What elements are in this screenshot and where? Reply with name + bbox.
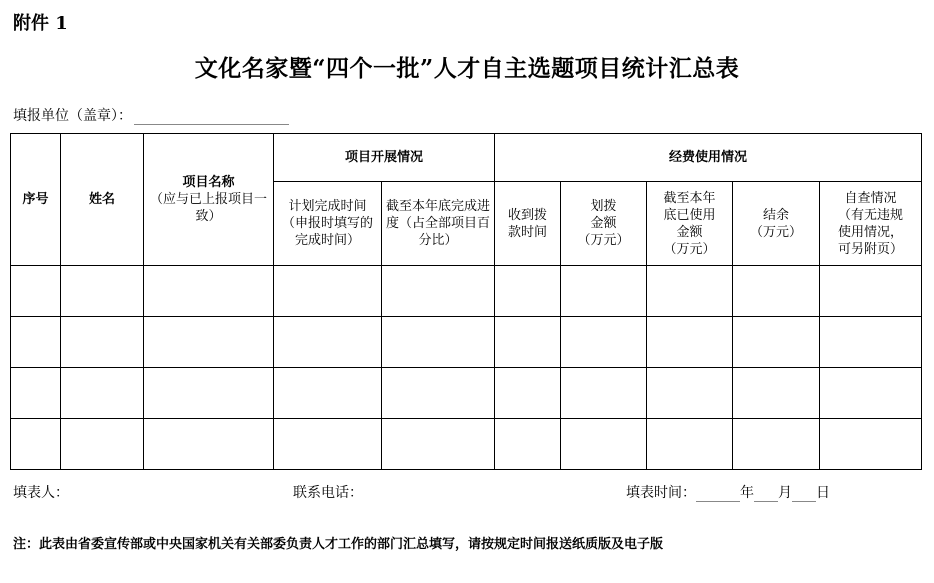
table-cell[interactable] [144,266,274,317]
month-label: 月 [778,485,792,501]
header-self-check: 自查情况 （有无违规 使用情况， 可另附页） [820,182,922,266]
table-cell[interactable] [820,368,922,419]
table-cell[interactable] [382,419,495,470]
header-planned-time: 计划完成时间（申报时填写的完成时间） [274,182,382,266]
table-cell[interactable] [274,419,382,470]
table-cell[interactable] [647,266,733,317]
table-cell[interactable] [61,266,144,317]
table-cell[interactable] [820,266,922,317]
table-cell[interactable] [382,266,495,317]
table-cell[interactable] [11,419,61,470]
table-row [11,266,922,317]
table-cell[interactable] [561,368,647,419]
table-row [11,419,922,470]
page-title: 文化名家暨“四个一批”人才自主选题项目统计汇总表 [194,55,740,82]
table-cell[interactable] [61,317,144,368]
reporting-unit-field[interactable] [134,110,289,125]
header-group-progress: 项目开展情况 [274,134,495,182]
year-blank[interactable] [696,487,740,502]
table-cell[interactable] [647,368,733,419]
table-cell[interactable] [382,368,495,419]
table-cell[interactable] [11,368,61,419]
header-allocated-amount: 划拨 金额 （万元） [561,182,647,266]
day-blank[interactable] [792,487,816,502]
date-label: 填表时间： [626,485,696,501]
table-cell[interactable] [144,419,274,470]
table-cell[interactable] [495,317,561,368]
header-received-time: 收到拨 款时间 [495,182,561,266]
phone-label: 联系电话： [293,485,363,501]
table-cell[interactable] [274,266,382,317]
table-cell[interactable] [733,419,820,470]
table-cell[interactable] [61,368,144,419]
table-cell[interactable] [144,368,274,419]
table-cell[interactable] [495,419,561,470]
header-name: 姓名 [61,134,144,266]
header-balance: 结余 （万元） [733,182,820,266]
table-cell[interactable] [647,419,733,470]
table-cell[interactable] [561,266,647,317]
header-project-note: （应与已上报项目一致） [149,192,267,224]
table-cell[interactable] [274,317,382,368]
table-cell[interactable] [495,266,561,317]
day-label: 日 [816,485,830,501]
table-cell[interactable] [733,317,820,368]
attachment-label: 附件 1 [13,13,68,34]
table-cell[interactable] [382,317,495,368]
reporting-unit-row [13,105,289,125]
header-project-title [144,134,274,266]
filler-label: 填表人： [13,485,69,501]
reporting-unit-label: 填报单位（盖章）： [13,108,132,124]
table-cell[interactable] [144,317,274,368]
header-group-funds: 经费使用情况 [495,134,922,182]
header-seq: 序号 [11,134,61,266]
date-field [626,482,830,502]
table-cell[interactable] [561,419,647,470]
table-cell[interactable] [11,317,61,368]
summary-table [10,133,922,470]
table-row [11,368,922,419]
table-cell[interactable] [820,419,922,470]
table-cell[interactable] [11,266,61,317]
table-cell[interactable] [733,368,820,419]
table-body [11,266,922,470]
year-label: 年 [740,485,754,501]
footnote: 注：此表由省委宣传部或中央国家机关有关部委负责人才工作的部门汇总填写，请按规定时间报送纸质版及电子版 [13,537,664,552]
table-cell[interactable] [495,368,561,419]
table-cell[interactable] [61,419,144,470]
table-cell[interactable] [733,266,820,317]
table-cell[interactable] [820,317,922,368]
month-blank[interactable] [754,487,778,502]
filler-field [13,482,69,502]
phone-field [293,482,363,502]
header-project-title-text: 项目名称 [182,175,235,190]
header-progress: 截至本年底完成进度（占全部项目百分比） [382,182,495,266]
table-cell[interactable] [274,368,382,419]
header-used-amount: 截至本年 底已使用 金额 （万元） [647,182,733,266]
table-cell[interactable] [561,317,647,368]
table-cell[interactable] [647,317,733,368]
table-row [11,317,922,368]
